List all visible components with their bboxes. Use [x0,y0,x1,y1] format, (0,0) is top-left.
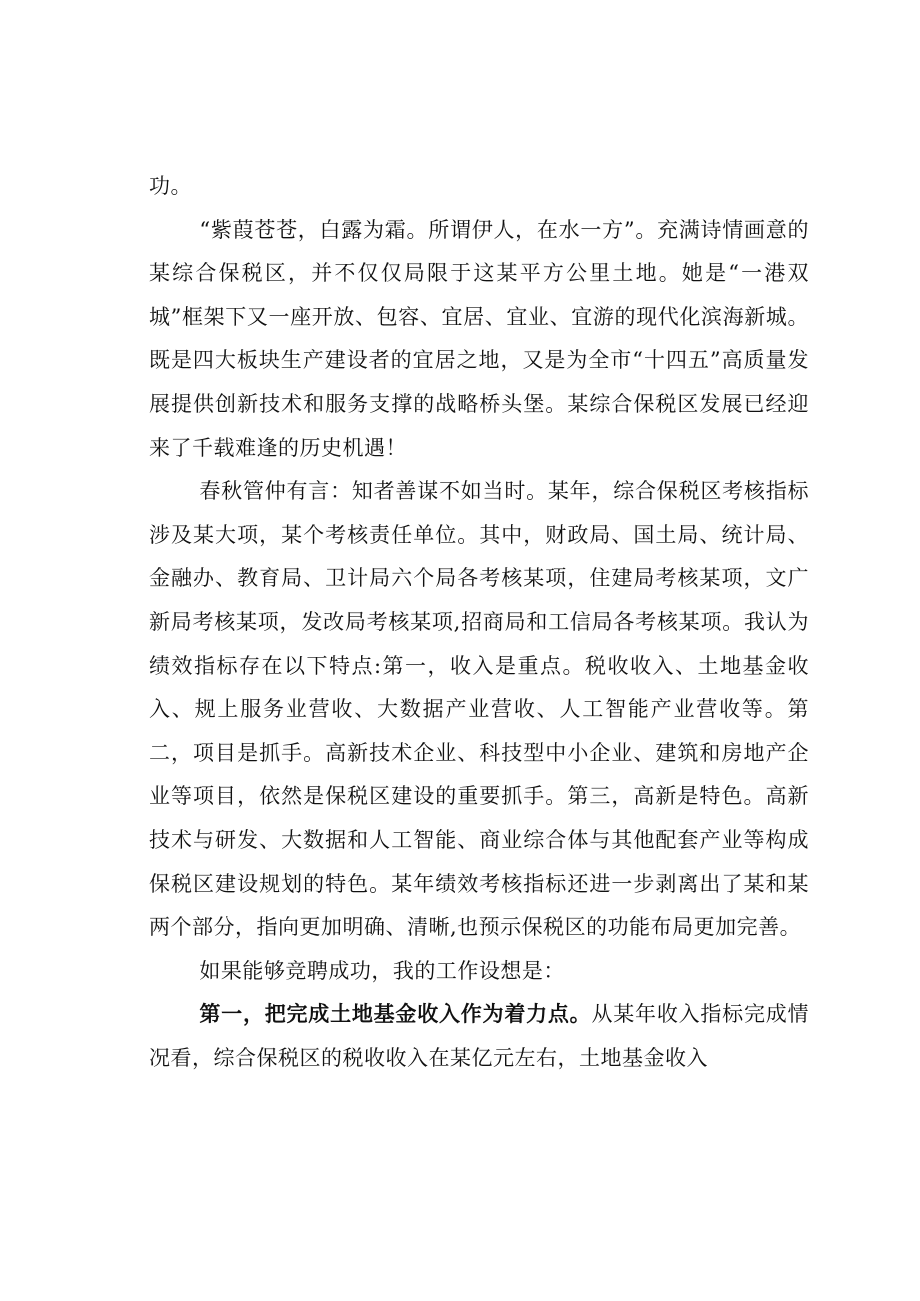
document-body [149,165,809,1080]
paragraph-indicators: 春秋管仲有言：知者善谋不如当时。某年，综合保税区考核指标涉及某大项，某个考核责任单位。其中，财政局、国土局、统计局、金融办、教育局、卫计局六个局各考核某项，住建局考核某项，文广新局考核某项，发改局考核某项,招商局和工信局各考核某项。我认为绩效指标存在以下特点:第一，收入是重点。税收收入、土地基金收入、规上服务业营收、大数据产业营收、人工智能产业营收等。第二，项目是抓手。高新技术企业、科技型中小企业、建筑和房地产企业等项目，依然是保税区建设的重要抓手。第三，高新是特色。高新技术与研发、大数据和人工智能、商业综合体与其他配套产业等构成保税区建设规划的特色。某年绩效考核指标还进一步剥离出了某和某两个部分，指向更加明确、清晰,也预示保税区的功能布局更加完善。 [149,479,809,940]
paragraph-continuation: 功。 [149,174,192,198]
first-point-body: 从某年收入指标完成情况看，综合保税区的税收收入在某亿元左右，土地基金收入 [149,1002,810,1070]
paragraph-work-plan-intro: 如果能够竞聘成功，我的工作设想是： [199,958,565,983]
first-point-heading: 第一，把完成土地基金收入作为着力点。 [199,1002,592,1027]
paragraph-poem-intro: “紫葭苍苍，白露为霜。所谓伊人，在水一方”。充满诗情画意的某综合保税区，并不仅仅局限于这某平方公里土地。她是“一港双城”框架下又一座开放、包容、宜居、宜业、宜游的现代化滨海新城。既是四大板块生产建设者的宜居之地，又是为全市“十四五”高质量发展提供创新技术和服务支撑的战略桥头堡。某综合保税区发展已经迎来了千载难逢的历史机遇！ [149,217,809,460]
paragraph-first-point [149,993,809,1080]
